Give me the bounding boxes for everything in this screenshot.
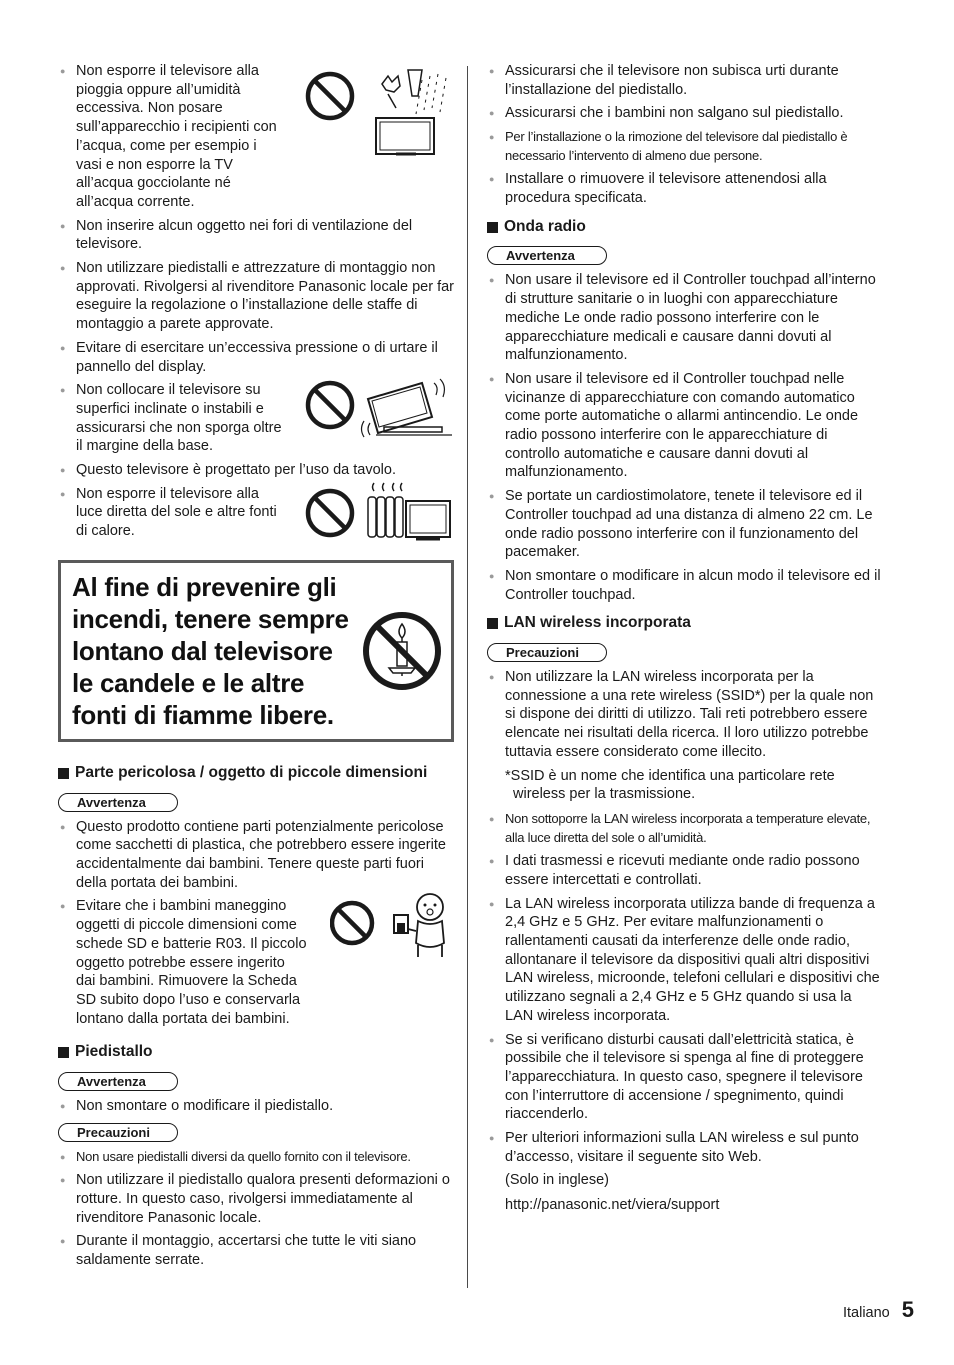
radio-heading	[487, 218, 881, 237]
footer-language: Italiano	[842, 1305, 890, 1321]
list-item: ● Durante il montaggio, accertarsi che tutte le viti siano saldamente serrate.	[58, 1232, 454, 1269]
list-item: ● Per l’installazione o la rimozione del televisore dal piedistallo è necessario l’intervento di almeno due persone.	[487, 128, 881, 165]
list-item: ● Non smontare o modificare il piedistallo.	[58, 1097, 454, 1116]
square-bullet-icon	[58, 1047, 69, 1058]
page-footer	[842, 1297, 914, 1323]
no-candle-icon	[361, 610, 443, 692]
small-objects-warning	[58, 897, 454, 1033]
list-item: ● Assicurarsi che i bambini non salgano sul piedistallo.	[487, 104, 881, 123]
heading-text: Parte pericolosa / oggetto di piccole dimensioni	[75, 763, 428, 781]
lan-heading	[487, 614, 881, 633]
list-item: ● Per ulteriori informazioni sulla LAN wireless e sul punto d’accesso, visitare il seguente sito Web.	[487, 1129, 881, 1166]
heading-text: Onda radio	[504, 217, 586, 235]
list-item: ● Questo prodotto contiene parti potenzialmente pericolose come sacchetti di plastica, che potrebbero essere ingerite accidentalmente dai bambini. Tenere queste parti fuori della portata dei bambini.	[58, 818, 454, 893]
bullet-list	[58, 1148, 454, 1167]
bullet-list	[487, 852, 881, 1166]
list-item: ● Non smontare o modificare in alcun modo il televisore ed il Controller touchpad.	[487, 567, 881, 604]
bullet-list	[487, 668, 881, 762]
bullet-list	[58, 485, 284, 546]
bullet-list	[58, 897, 308, 1033]
no-water-icon	[304, 66, 454, 158]
fire-warning-box	[58, 560, 454, 742]
list-item: ● Non esporre il televisore alla luce diretta del sole e altre fonti di calore.	[58, 485, 284, 541]
left-column	[58, 62, 454, 1275]
bullet-list	[487, 62, 881, 123]
heat-warning	[58, 485, 454, 546]
square-bullet-icon	[487, 222, 498, 233]
list-item: ● Assicurarsi che il televisore non subisca urti durante l’installazione del piedistallo.	[487, 62, 881, 99]
bullet-list	[58, 1097, 454, 1116]
bullet-list	[487, 170, 881, 207]
list-item: ● Non utilizzare il piedistallo qualora presenti deformazioni o rotture. In questo caso, rivolgersi immediatamente al rivenditore Panasonic locale.	[58, 1171, 454, 1227]
list-item: ● Installare o rimuovere il televisore attenendosi alla procedura specificata.	[487, 170, 881, 207]
caution-badge: Precauzioni	[58, 1123, 178, 1142]
square-bullet-icon	[487, 618, 498, 629]
column-divider	[467, 66, 468, 1288]
bullet-list	[58, 818, 454, 893]
heading-text: LAN wireless incorporata	[504, 614, 691, 632]
warning-badge: Avvertenza	[58, 1072, 178, 1091]
list-item: ● Evitare che i bambini maneggino oggetti di piccole dimensioni come schede SD e batterie R03. Il piccolo oggetto potrebbe essere ingerito dai bambini. Rimuovere la Scheda SD subito dopo l’uso e conservarla lontano dalla portata dei bambini.	[58, 897, 308, 1028]
bullet-list	[58, 1171, 454, 1270]
ssid-footnote: *SSID è un nome che identifica una particolare rete wireless per la trasmissione.	[505, 767, 835, 803]
list-item: ● Non utilizzare piedistalli e attrezzature di montaggio non approvati. Rivolgersi al rivenditore Panasonic locale per far eseguire la regolazione o l’installazione delle staffe di montaggio a parete approvate.	[58, 259, 454, 334]
caution-badge: Precauzioni	[487, 643, 607, 662]
list-item: ● Non usare il televisore ed il Controller touchpad nelle vicinanze di apparecchiature con comando automatico come porte automatiche o allarmi antincendio. Le onde radio possono interferire con le apparecchiature di controllo automatiche e causare danni dovuti al malfunzionamento.	[487, 370, 881, 482]
right-column	[487, 62, 881, 1221]
warning-badge: Avvertenza	[58, 793, 178, 812]
page-number: 5	[901, 1297, 914, 1322]
no-small-objects-icon	[330, 891, 454, 961]
list-item: ● Non inserire alcun oggetto nei fori di ventilazione del televisore.	[58, 217, 454, 254]
list-item: ● Non esporre il televisore alla pioggia oppure all’umidità eccessiva. Non posare sull’apparecchio i recipienti con l’acqua, come per esempio i vasi e non esporre la TV all’acqua gocciolante né all’acqua corrente.	[58, 62, 284, 212]
bullet-list	[58, 381, 284, 461]
list-item: ● Se portate un cardiostimolatore, tenete il televisore ed il Controller touchpad ad una distanza di almeno 22 cm. Le onde radio possono interferire con il funzionamento del pacemaker.	[487, 487, 881, 562]
bullet-list	[58, 217, 454, 377]
list-item: ● Non utilizzare la LAN wireless incorporata per la connessione a una rete wireless (SSID*) per la quale non si dispone dei diritti di utilizzo. Tali reti potrebbero essere elencate nei risultati della ricerca. Il loro utilizzo potrebbe tuttavia essere considerato come illecito.	[487, 668, 881, 762]
bullet-list	[487, 128, 881, 165]
list-item: ● Non usare piedistalli diversi da quello fornito con il televisore.	[58, 1148, 454, 1167]
bullet-list	[487, 810, 881, 847]
rain-warning	[58, 62, 454, 217]
small-parts-heading	[58, 764, 454, 783]
list-item: ● Evitare di esercitare un’eccessiva pressione o di urtare il pannello del display.	[58, 339, 454, 376]
list-item: ● Non collocare il televisore su superfici inclinate o instabili e assicurarsi che non sporga oltre il margine della base.	[58, 381, 284, 456]
no-tilt-icon	[304, 377, 454, 439]
list-item: ● La LAN wireless incorporata utilizza bande di frequenza a 2,4 GHz e 5 GHz. Per evitare malfunzionamenti o rallentamenti causati da interferenze delle onde radio, allontanare il televisore da dispositivi quali altri dispositivi LAN wireless, microonde, telefoni cellulari e dispositivi che utilizzano segnali a 2,4 GHz e 5 GHz quando si usa la LAN wireless incorporata.	[487, 895, 881, 1026]
fire-warning-text: Al fine di prevenire gli incendi, tenere sempre lontano dal televisore le candele e le altre fonti di fiamme libere.	[72, 571, 349, 730]
english-only-note: (Solo in inglese)	[505, 1172, 609, 1189]
pedestal-heading	[58, 1043, 454, 1062]
bullet-list	[58, 461, 454, 480]
list-item: ● Non sottoporre la LAN wireless incorporata a temperature elevate, alla luce diretta del sole o all’umidità.	[487, 810, 881, 847]
tilted-surface-warning	[58, 381, 454, 461]
heading-text: Piedistallo	[75, 1043, 153, 1061]
list-item: ● Se si verificano disturbi causati dall’elettricità statica, è possibile che il televisore si spenga al fine di proteggere l’apparecchiatura. In questo caso, spegnere il televisore con l’interruttore di accensione / spegnimento, quindi riaccenderlo.	[487, 1031, 881, 1125]
bullet-list	[487, 271, 881, 604]
list-item: ● Non usare il televisore ed il Controller touchpad all’interno di strutture sanitarie o in luoghi con apparecchiature mediche Le onde radio possono interferire con le apparecchiature medicali e causare danni dovuti al malfunzionamento.	[487, 271, 881, 365]
support-url: http://panasonic.net/viera/support	[505, 1197, 720, 1214]
square-bullet-icon	[58, 768, 69, 779]
bullet-list	[58, 62, 284, 217]
list-item: ● Questo televisore è progettato per l’uso da tavolo.	[58, 461, 454, 480]
no-heat-icon	[304, 479, 454, 545]
warning-badge: Avvertenza	[487, 246, 607, 265]
list-item: ● I dati trasmessi e ricevuti mediante onde radio possono essere intercettati e controllati.	[487, 852, 881, 889]
